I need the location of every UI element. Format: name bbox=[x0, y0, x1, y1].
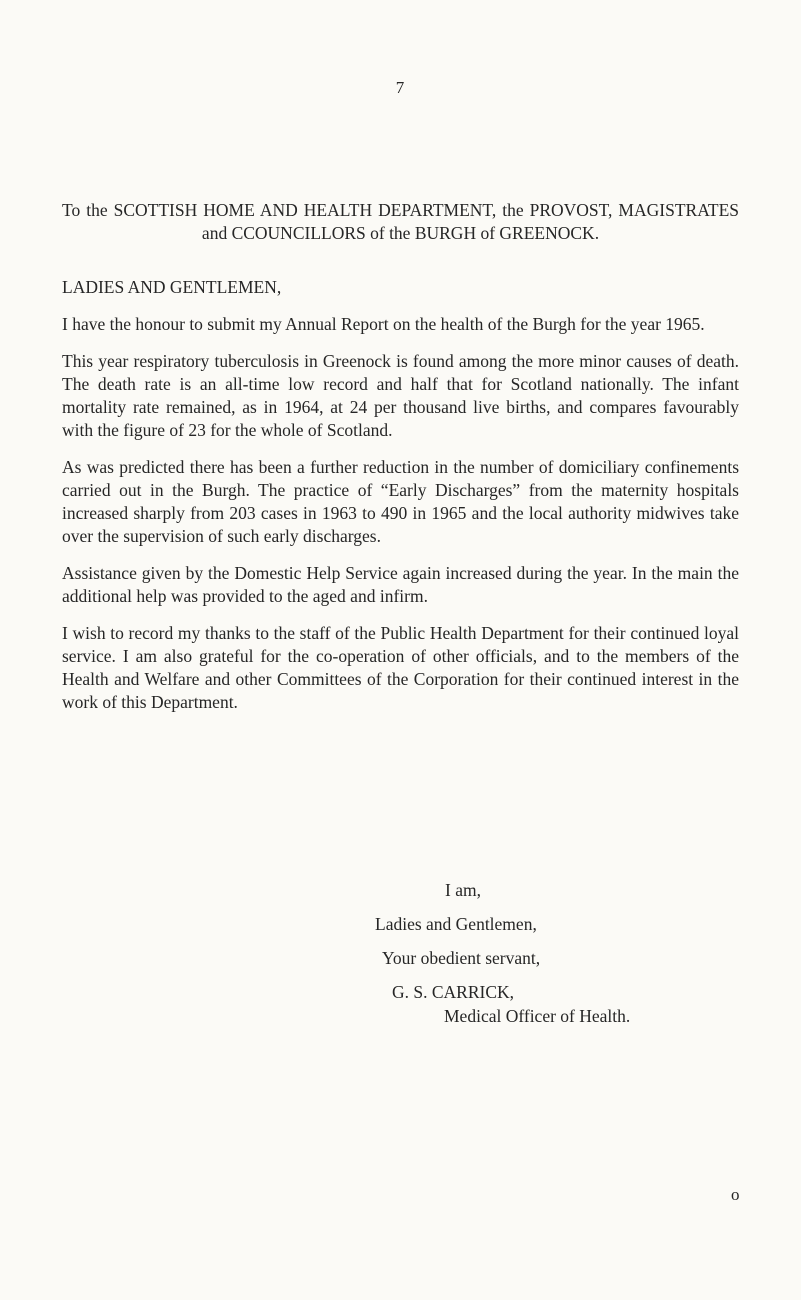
closing-line-servant: Your obedient servant, bbox=[382, 948, 541, 968]
closing-line-i-am: I am, bbox=[445, 880, 481, 900]
closing-line-ladies: Ladies and Gentlemen, bbox=[375, 914, 537, 934]
paragraph-5: I wish to record my thanks to the staff of the Public Health Department for their continued loyal service. I am also grateful for the co-operation of other officials, and to the members of the Health and Welfare and other Committees of the Corporation for their continued interest in the work of this Department. bbox=[62, 623, 739, 712]
signatory-title: Medical Officer of Health. bbox=[444, 1006, 631, 1026]
letter-body bbox=[62, 199, 739, 714]
paragraph-1: I have the honour to submit my Annual Report on the health of the Burgh for the year 1965. bbox=[62, 314, 705, 334]
corner-mark: o bbox=[731, 1185, 740, 1204]
paragraph-2: This year respiratory tuberculosis in Greenock is found among the more minor causes of death. The death rate is an all-time low record and half that for Scotland nationally. The infant mortality rate remained, as in 1964, at 24 per thousand live births, and compares favourably with the figure of 23 for the whole of Scotland. bbox=[62, 351, 739, 440]
signatory-name: G. S. CARRICK, bbox=[392, 982, 515, 1002]
salutation: LADIES AND GENTLEMEN, bbox=[62, 277, 282, 297]
paragraph-3: As was predicted there has been a further reduction in the number of domiciliary confinements carried out in the Burgh. The practice of “Early Discharges” from the maternity hospitals increased sharply from 203 cases in 1963 to 490 in 1965 and the local authority midwives take over the supervision of such early discharges. bbox=[62, 457, 739, 546]
paragraph-4: Assistance given by the Domestic Help Service again increased during the year. In the main the additional help was provided to the aged and infirm. bbox=[62, 563, 739, 606]
address-block: To the SCOTTISH HOME AND HEALTH DEPARTMENT, the PROVOST, MAGISTRATES and CCOUNCILLORS of the BURGH of GREENOCK. bbox=[62, 200, 739, 243]
page-number: 7 bbox=[395, 78, 405, 97]
